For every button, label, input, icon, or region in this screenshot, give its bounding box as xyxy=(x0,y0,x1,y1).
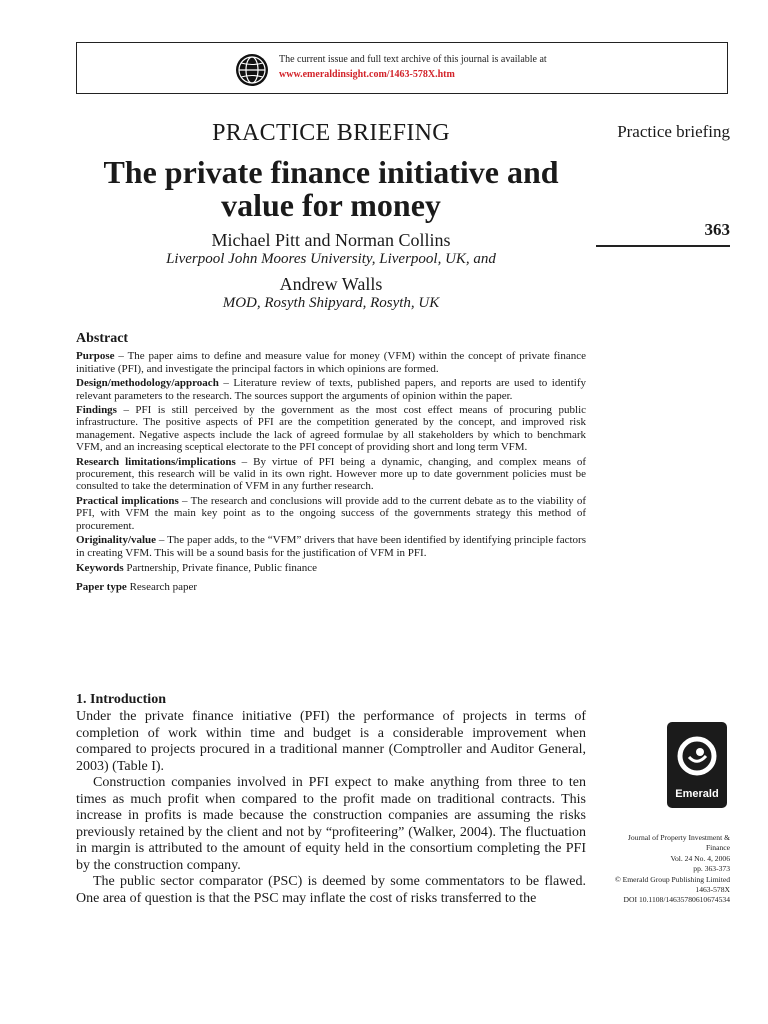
section-label: PRACTICE BRIEFING xyxy=(212,120,450,146)
abstract-section-label: Findings xyxy=(76,404,117,417)
emerald-swirl-icon xyxy=(667,726,727,786)
abstract-limitations: Research limitations/implications – By virtue of PFI being a dynamic, changing, and complex means of procurement, this research will be valid in its own right. However more up to date government policies must be consulted to take the determination of VFM in any further research. xyxy=(76,455,586,493)
abstract-findings: Findings – PFI is still perceived by the government as the most cost effect means of procuring public infrastructure. The positive aspects of PFI are the competition generated by the concept, and improved risk management. Negative aspects include the lack of agreed formulae by all stakeholders by which to benchmark VFM, and an increasing sceptical electorate to the PFI concept of providing short and long term VFM. xyxy=(76,404,587,454)
issn: 1463-578X xyxy=(695,885,730,895)
abstract-section-text: Literature review of texts, published papers, and reports are used to identify relevant parameters to the research. The sources support the arguments of opinion within the paper. xyxy=(76,377,587,402)
abstract-section-label: Design/methodology/approach xyxy=(76,377,219,390)
abstract-section-label: Purpose xyxy=(76,350,115,363)
abstract-heading: Abstract xyxy=(76,331,129,346)
page-number: 363 xyxy=(704,220,730,239)
body-paragraph: Construction companies involved in PFI expect to make anything from three to ten times as much profit when compared to the profit made on traditional contracts. This increase in profits is made because the construction companies are assuming the risks previously retained by the client and not by “profiteering” (Walker, 2004). The fluctuation in margin is attributed to the amount of equity held in the consortium completing the PFI by the construction company. xyxy=(76,775,586,873)
abstract-section-text: The research and conclusions will provide add to the current debate as to the viability of PFI, with VFM the main key point as to the ongoing success of the governments strategy this method of procurement. xyxy=(76,494,587,532)
logo-wordmark: Emerald xyxy=(675,788,719,800)
banner-availability-text: The current issue and full text archive of this journal is available at xyxy=(279,54,547,65)
keywords-label: Keywords xyxy=(76,561,124,574)
body-paragraph: The public sector comparator (PSC) is deemed by some commentators to be flawed. One area of question is that the PSC may inflate the cost of risks transferred to the xyxy=(76,874,586,906)
journal-availability-banner xyxy=(76,42,728,94)
abstract-originality: Originality/value – The paper adds, to the “VFM” drivers that have been identified by identifying principle factors in creating VFM. This will be a sound basis for the justification of VFM in PFI. xyxy=(76,534,586,559)
affiliation-1: Liverpool John Moores University, Liverpool, UK, and xyxy=(166,251,496,267)
emerald-logo xyxy=(667,722,727,808)
abstract-section-text: The paper aims to define and measure value for money (VFM) within the concept of private finance initiative (PFI), and investigate the principal factors in which opinions are formed. xyxy=(76,350,586,375)
abstract-section-text: PFI is still perceived by the government as the most cost effect means of procuring public infrastructure. The positive aspects of PFI are the competition generated by the concept, and improved risk management. Negative aspects include the lack of agreed formulae by all stakeholders by which to benchmark VFM, and an increasing sceptical electorate to the PFI concept of providing short and long term VFM. xyxy=(76,404,587,454)
abstract-design: Design/methodology/approach – Literature review of texts, published papers, and reports are used to identify relevant parameters to the research. The sources support the arguments of opinion within the paper. xyxy=(76,377,587,402)
abstract-section-text: The paper adds, to the “VFM” drivers that have been identified by identifying principle factors in creating VFM. This will be a sound basis for the justification of VFM in PFI. xyxy=(76,534,586,559)
abstract-section-label: Research limitations/implications xyxy=(76,455,236,468)
paper-type-value: Research paper xyxy=(129,581,198,594)
abstract-section-label: Originality/value xyxy=(76,534,157,547)
introduction-heading: 1. Introduction xyxy=(76,692,166,707)
copyright: © Emerald Group Publishing Limited xyxy=(614,874,730,884)
introduction-body xyxy=(76,709,586,907)
paper-type-label: Paper type xyxy=(76,581,127,594)
page-range: pp. 363-373 xyxy=(693,864,730,874)
volume-issue: Vol. 24 No. 4, 2006 xyxy=(670,853,730,863)
keywords-value: Partnership, Private finance, Public finance xyxy=(126,561,318,574)
abstract-purpose: Purpose – The paper aims to define and measure value for money (VFM) within the concept of private finance initiative (PFI), and investigate the principal factors in which opinions are formed. xyxy=(76,350,586,375)
abstract-practical: Practical implications – The research and conclusions will provide add to the current debate as to the viability of PFI, with VFM the main key point as to the ongoing success of the governments strategy this method of procurement. xyxy=(76,494,587,532)
paper-type-line xyxy=(76,581,586,593)
page-number-rule xyxy=(596,245,730,247)
abstract-section-label: Practical implications xyxy=(76,494,179,507)
doi: DOI 10.1108/14635780610674534 xyxy=(623,895,730,905)
paper-title-line-2: value for money xyxy=(221,187,441,223)
authors-group-1: Michael Pitt and Norman Collins xyxy=(211,230,451,250)
journal-citation-info xyxy=(588,833,730,906)
affiliation-2: MOD, Rosyth Shipyard, Rosyth, UK xyxy=(222,295,440,311)
journal-name-line-2: Finance xyxy=(705,843,730,853)
journal-url-link[interactable]: www.emeraldinsight.com/1463-578X.htm xyxy=(279,69,455,80)
paper-title xyxy=(76,156,586,222)
keywords-line xyxy=(76,562,586,574)
journal-name-line-1: Journal of Property Investment & xyxy=(627,833,730,842)
paper-title-line-1: The private finance initiative and xyxy=(103,154,559,190)
body-paragraph: Under the private finance initiative (PFI) the performance of projects in terms of completion of work within time and budget is a considerable improvement when compared to projects procured in a traditional manner (Comptroller and Auditor General, 2003) (Table I). xyxy=(76,709,586,774)
abstract-section-text: By virtue of PFI being a dynamic, changing, and complex means of procurement, this research will be valid in its own right. However more up to date government policies must be consulted to take the determination of VFM in any further research. xyxy=(76,455,586,493)
abstract xyxy=(76,333,586,596)
globe-icon xyxy=(235,53,269,87)
authors-group-2: Andrew Walls xyxy=(279,274,383,294)
running-title: Practice briefing xyxy=(617,122,730,141)
